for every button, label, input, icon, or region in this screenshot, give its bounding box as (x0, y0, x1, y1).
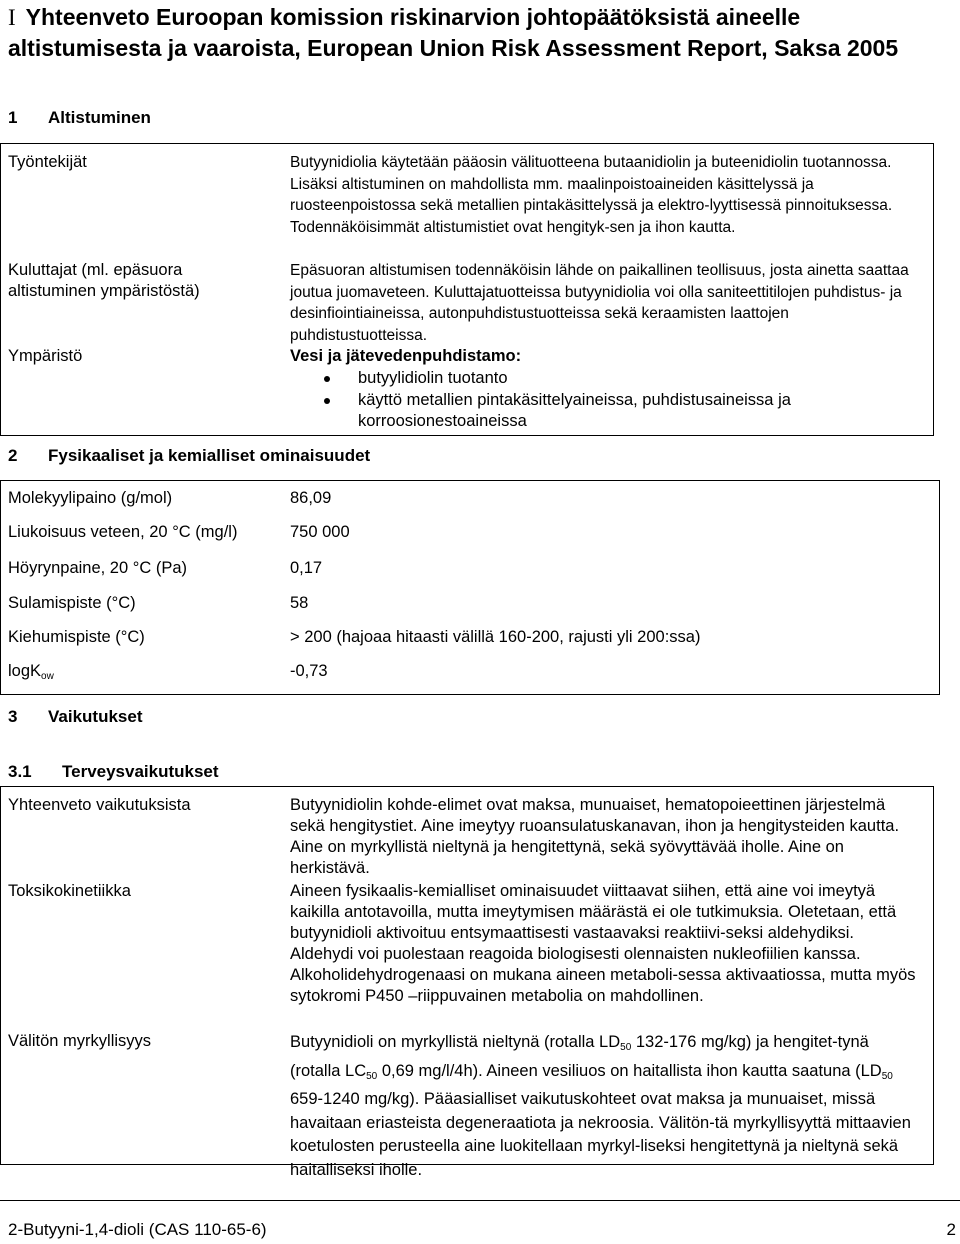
property-value: -0,73 (290, 662, 328, 680)
properties-table (0, 480, 940, 695)
property-value: > 200 (hajoaa hitaasti välillä 160-200, rajusti yli 200:ssa) (290, 628, 701, 646)
property-value: 58 (290, 594, 309, 612)
acute-text-subscript: 50 (881, 1070, 893, 1082)
document-title (8, 2, 948, 64)
environment-bullet-item (358, 390, 938, 432)
bullet-icon (324, 376, 330, 382)
title-roman-numeral: I (8, 5, 16, 30)
environment-heading: Vesi ja jätevedenpuhdistamo: (290, 347, 522, 365)
section-2-title: Fysikaaliset ja kemialliset ominaisuudet (48, 446, 371, 465)
footer-document-name: 2-Butyyni-1,4-dioli (CAS 110-65-6) (8, 1220, 267, 1239)
property-name: Liukoisuus veteen, 20 °C (mg/l) (8, 523, 238, 541)
toxicokinetics-text: Aineen fysikaalis-kemialliset ominaisuudet viittaavat siihen, että aine voi imeytyä kaikilla antotavoilla, mutta imeytymisen määrästä ei ole tutkimuksia. Oletetaan, että butyynidioli aktivoituu entsymaattisesti vastaavaksi reaktiivi-seksi aldehydiksi. Aldehydi voi puolestaan reagoida biologisesti olennaisten nukleofiilien kanssa. Alkoholidehydrogenaasi on mukana aineen metaboli-sessa aktivaatiossa, mutta myös sytokromi P450 –riippuvainen metabolia on mahdollinen. (290, 882, 916, 1005)
label-environment: Ympäristö (8, 347, 83, 365)
acute-text-part: Butyynidioli on myrkyllistä nieltynä (rotalla LD (290, 1033, 621, 1051)
property-value: 86,09 (290, 489, 332, 507)
property-name (8, 662, 54, 682)
section-3-heading (8, 707, 143, 727)
section-2-heading (8, 446, 370, 466)
property-name: Molekyylipaino (g/mol) (8, 489, 173, 507)
acute-toxicity-text (290, 1031, 920, 1182)
property-name: Sulamispiste (°C) (8, 594, 136, 612)
acute-text-part: 132-176 mg/kg) ja hengitet-tynä (rotalla LC (290, 1033, 869, 1080)
property-name: Kiehumispiste (°C) (8, 628, 145, 646)
section-3-1-heading (8, 762, 219, 782)
section-3-1-number: 3.1 (8, 762, 32, 781)
section-1-number: 1 (8, 108, 18, 127)
acute-text-subscript: 50 (620, 1042, 632, 1053)
environment-bullet-list (358, 368, 938, 433)
environment-bullet-item (358, 368, 938, 389)
title-text: Yhteenveto Euroopan komission riskinarvion johtopäätöksistä aineelle altistumisesta ja vaaroista, European Union Risk Assessment Report, Saksa 2005 (8, 4, 899, 61)
acute-text-part: 0,69 mg/l/4h). Aineen vesiliuos on haitallista ihon kautta saatuna (LD (377, 1061, 882, 1080)
property-value: 750 000 (290, 523, 350, 541)
acute-text-subscript: 50 (366, 1070, 378, 1082)
label-consumers (8, 260, 278, 302)
label-acute-toxicity: Välitön myrkyllisyys (8, 1032, 152, 1050)
environment-bullet-text: käyttö metallien pintakäsittelyaineissa, puhdistusaineissa ja korroosionestoaineissa (358, 391, 791, 430)
section-3-title: Vaikutukset (48, 707, 143, 726)
acute-text-part: 659-1240 mg/kg). Pääasialliset vaikutuskohteet ovat maksa ja munuaiset, missä havaitaan eriasteista degeneraatiota ja nekroosia. Välitön-tä myrkyllisyyttä mittaavien koetulosten perusteella aine luokitellaan myrkyl-liseksi hengitettynä ja nieltynä sekä haitalliseksi iholle. (290, 1090, 911, 1179)
footer-divider (0, 1200, 960, 1201)
summary-text: Butyynidiolin kohde-elimet ovat maksa, munuaiset, hematopoieettinen järjestelmä sekä hengitystiet. Aine imeytyy ruoansulatuskanavan, ihon ja hengitysteiden kautta. Aine on myrkyllistä nieltynä ja hengitettynä, sekä syövyttävää iholle. Aine on herkistävä. (290, 796, 900, 877)
property-name-subscript: ow (41, 671, 54, 682)
property-value: 0,17 (290, 559, 323, 577)
section-3-1-title: Terveysvaikutukset (62, 762, 219, 781)
section-1-title: Altistuminen (48, 108, 151, 127)
label-consumers-line1: Kuluttajat (ml. epäsuora (8, 261, 183, 279)
consumers-text: Epäsuoran altistumisen todennäköisin lähde on paikallinen teollisuus, josta ainetta saattaa joutua juomaveteen. Kuluttajatuotteissa butyynidiolia voi olla saniteettitilojen puhdistus- ja desinfiointiaineissa, autonpuhdistustuotteissa sekä keraamisten laattojen puhdistustuotteissa. (290, 262, 909, 344)
property-name: Höyrynpaine, 20 °C (Pa) (8, 559, 188, 577)
label-consumers-line2: altistuminen ympäristöstä) (8, 282, 200, 300)
label-workers: Työntekijät (8, 153, 87, 171)
environment-bullet-text: butyylidiolin tuotanto (358, 369, 508, 387)
label-toxicokinetics: Toksikokinetiikka (8, 882, 131, 900)
section-3-number: 3 (8, 707, 18, 726)
label-summary: Yhteenveto vaikutuksista (8, 796, 191, 814)
section-1-heading (8, 108, 151, 128)
workers-text: Butyynidiolia käytetään pääosin välituotteena butaanidiolin ja buteenidiolin tuotannossa. Lisäksi altistuminen on mahdollista mm. maalinpoistoaineiden käsittelyssä ja ruosteenpoistossa sekä metallien pintakäsittelyssä ja elektro-lyyttisessä pinnoituksessa. Todennäköisimmät altistumistiet ovat hengityk-sen ja ihon kautta. (290, 154, 893, 236)
bullet-icon (324, 398, 330, 404)
property-name-main: logK (8, 662, 42, 680)
section-2-number: 2 (8, 446, 18, 465)
footer-page-number: 2 (946, 1220, 956, 1239)
